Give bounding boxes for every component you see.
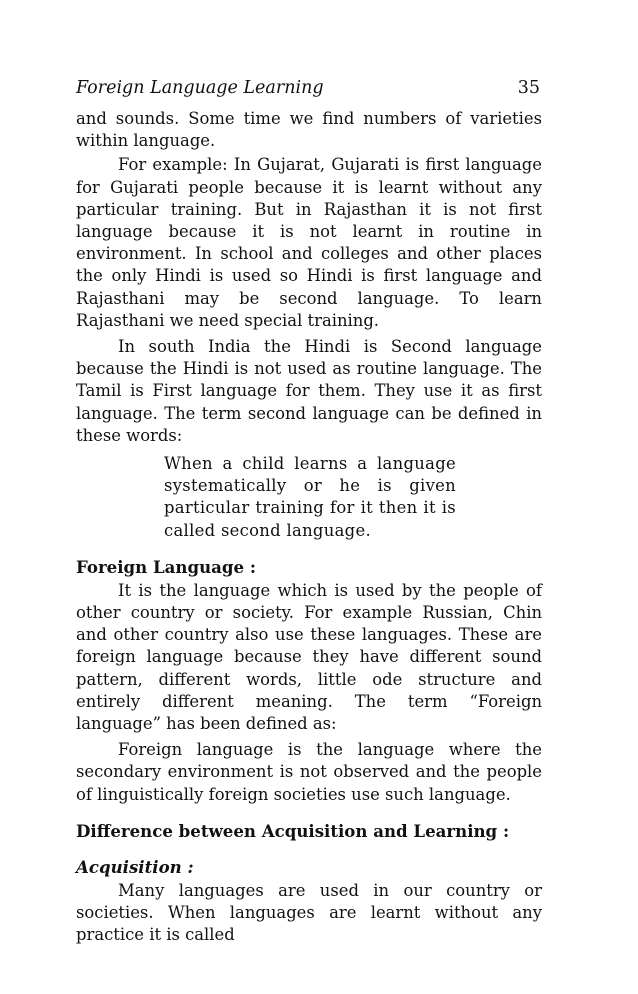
book-page xyxy=(76,78,542,947)
definition-block-quote xyxy=(76,453,542,542)
page-number: 35 xyxy=(517,78,540,98)
paragraph-south-india: In south India the Hindi is Second language because the Hindi is not used as routine language. The Tamil is First language for them. They use it as first language. The term second language can be defined in these words: xyxy=(76,337,542,445)
heading-difference: Difference between Acquisition and Learning : xyxy=(76,820,510,841)
heading-acquisition: Acquisition : xyxy=(76,856,194,877)
paragraph-acquisition: Many languages are used in our country or societies. When languages are learnt without any practice it is called xyxy=(76,880,542,945)
heading-foreign-language: Foreign Language : xyxy=(76,556,256,577)
second-language-definition: When a child learns a language systematically or he is given particular training for it then it is called second language. xyxy=(164,454,456,540)
paragraph-foreign-language: It is the language which is used by the people of other country or society. For example Russian, Chin and other country also use these languages. These are foreign language because they have different sound pattern, different words, little ode structure and entirely different meaning. The term “Foreign language” has been defined as: xyxy=(76,580,542,734)
running-header xyxy=(76,78,542,108)
paragraph-gujarat-example: For example: In Gujarat, Gujarati is first language for Gujarati people because it is learnt without any particular training. But in Rajasthan it is not first language because it is not learnt in routine in environment. In school and colleges and other places the only Hindi is used so Hindi is first language and Rajasthani may be second language. To learn Rajasthani we need special training. xyxy=(76,155,542,330)
running-title: Foreign Language Learning xyxy=(76,78,324,98)
paragraph-foreign-definition: Foreign language is the language where the secondary environment is not observed and the people of linguistically foreign societies use such language. xyxy=(76,740,542,804)
paragraph-continued: and sounds. Some time we find numbers of varieties within language. xyxy=(76,109,542,151)
